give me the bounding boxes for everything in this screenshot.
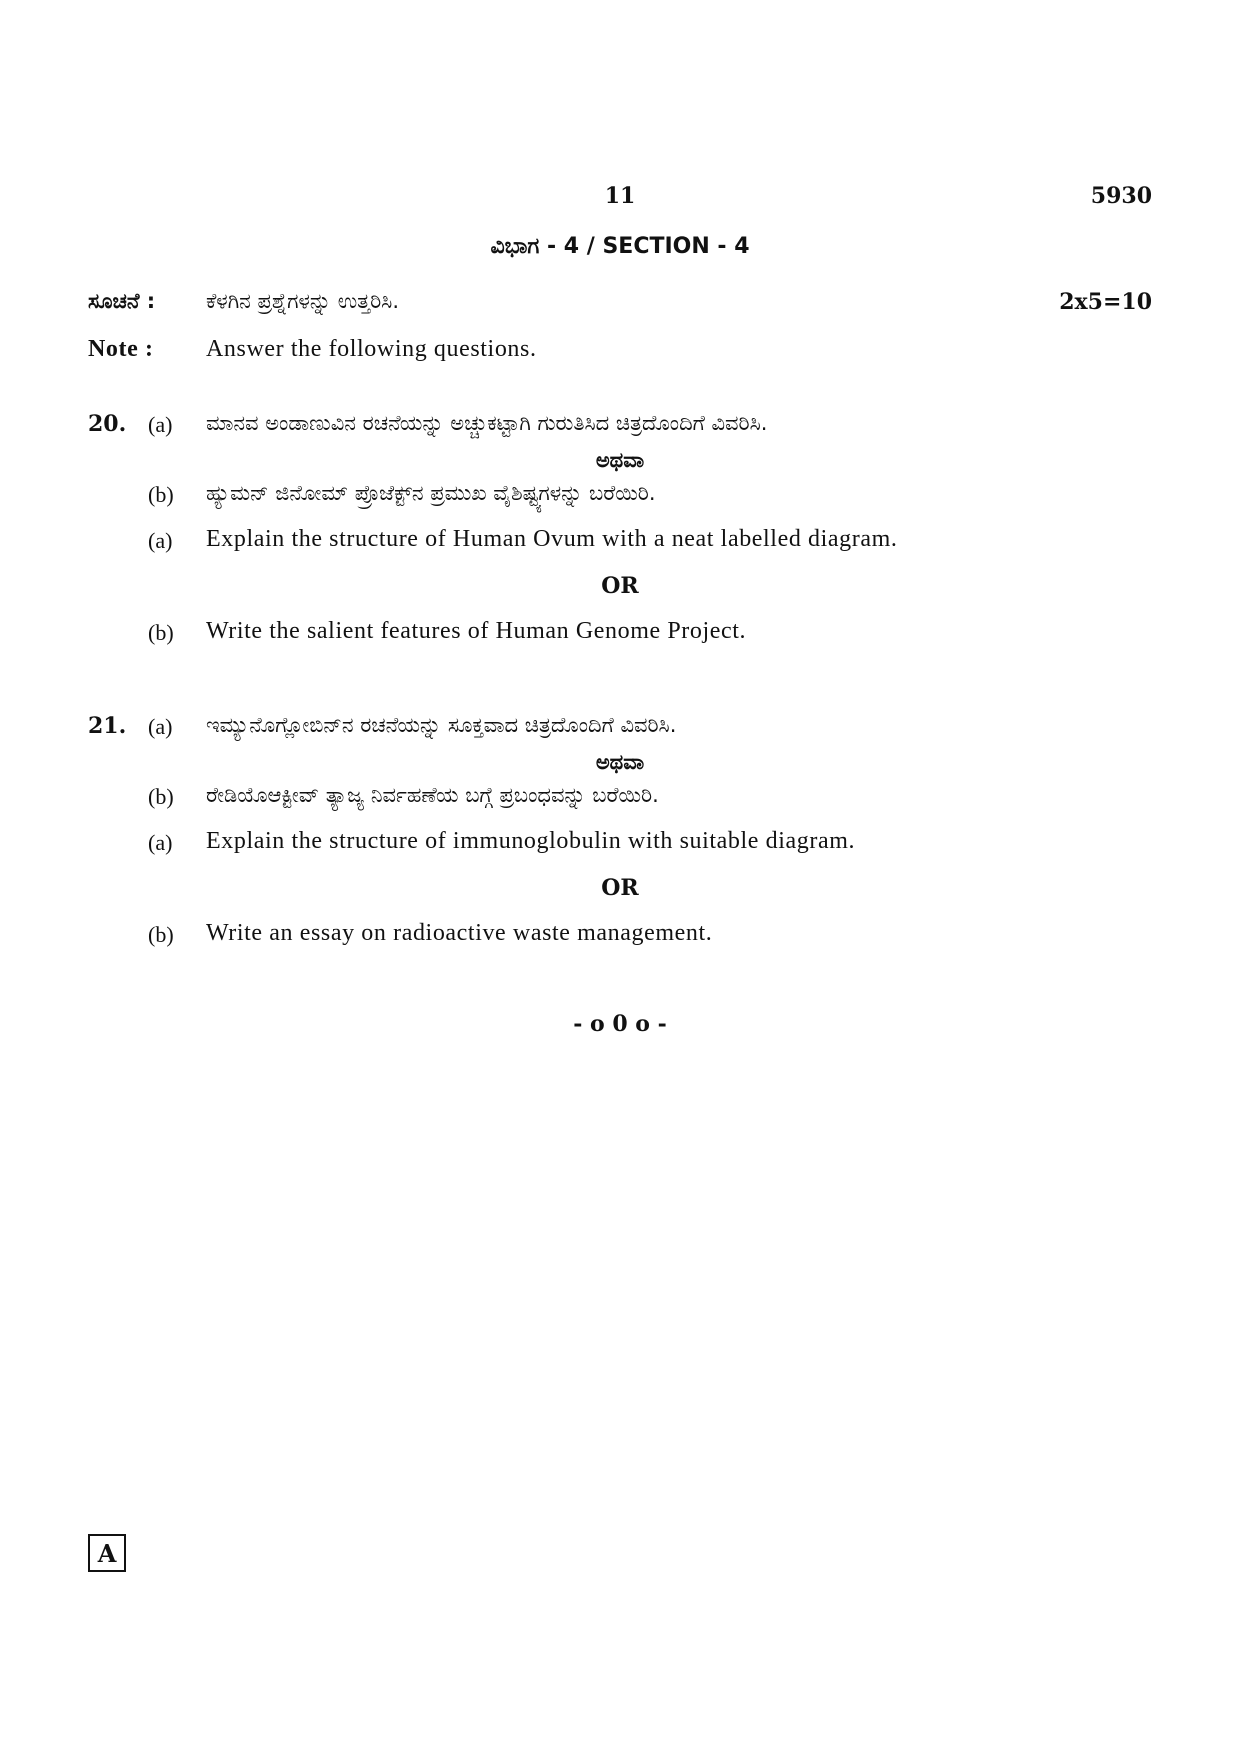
instruction-kn-text: ಕೆಳಗಿನ ಪ್ರಶ್ನೆಗಳನ್ನು ಉತ್ತರಿಸಿ. [206,289,400,313]
option-label: (a) [148,714,173,739]
question-kn-a: ಇಮ್ಯುನೊಗ್ಲೋಬಿನ್‌ನ ರಚನೆಯನ್ನು ಸೂಕ್ತವಾದ ಚಿತ್ರದೊಂದಿಗೆ ವಿವರಿಸಿ. [206,713,677,737]
option-label: (b) [148,620,174,645]
question-en-b: Write the salient features of Human Genome Project. [206,618,747,644]
or-kn: ಅಥವಾ [595,448,645,472]
option-label: (a) [148,412,173,437]
note-text: Answer the following questions. [206,336,537,362]
section-title: ವಿಭಾಗ - 4 / SECTION - 4 [490,234,750,259]
question-number: 21. [88,713,127,739]
version-box: A [88,1534,126,1572]
question-kn-b: ಹ್ಯುಮನ್ ಜಿನೋಮ್ ಪ್ರೊಜೆಕ್ಟ್‌ನ ಪ್ರಮುಖ ವೈಶಿಷ್ಟ್ಯಗಳನ್ನು ಬರೆಯಿರಿ. [206,481,656,505]
or-en: OR [601,573,639,599]
option-label: (b) [148,922,174,947]
option-label: (b) [148,482,174,507]
or-kn: ಅಥವಾ [595,750,645,774]
option-label: (a) [148,830,173,855]
page-number: 11 [604,183,636,209]
question-kn-a: ಮಾನವ ಅಂಡಾಣುವಿನ ರಚನೆಯನ್ನು ಅಚ್ಚುಕಟ್ಟಾಗಿ ಗುರುತಿಸಿದ ಚಿತ್ರದೊಂದಿಗೆ ವಿವರಿಸಿ. [206,411,768,435]
question-en-a: Explain the structure of immunoglobulin with suitable diagram. [206,828,856,854]
question-en-a: Explain the structure of Human Ovum with a neat labelled diagram. [206,526,898,552]
note-label: Note : [88,336,154,362]
marks-label: 2x5=10 [1059,289,1152,315]
or-en: OR [601,875,639,901]
option-label: (a) [148,528,173,553]
paper-code: 5930 [1090,183,1152,209]
instruction-kn-label: ಸೂಚನೆ : [88,289,156,313]
question-en-b: Write an essay on radioactive waste management. [206,920,713,946]
option-label: (b) [148,784,174,809]
question-number: 20. [88,411,127,437]
end-mark: - o 0 o - [573,1011,667,1037]
question-kn-b: ರೇಡಿಯೊಆಕ್ಟೀವ್ ತ್ಯಾಜ್ಯ ನಿರ್ವಹಣೆಯ ಬಗ್ಗೆ ಪ್ರಬಂಧವನ್ನು ಬರೆಯಿರಿ. [206,783,659,807]
